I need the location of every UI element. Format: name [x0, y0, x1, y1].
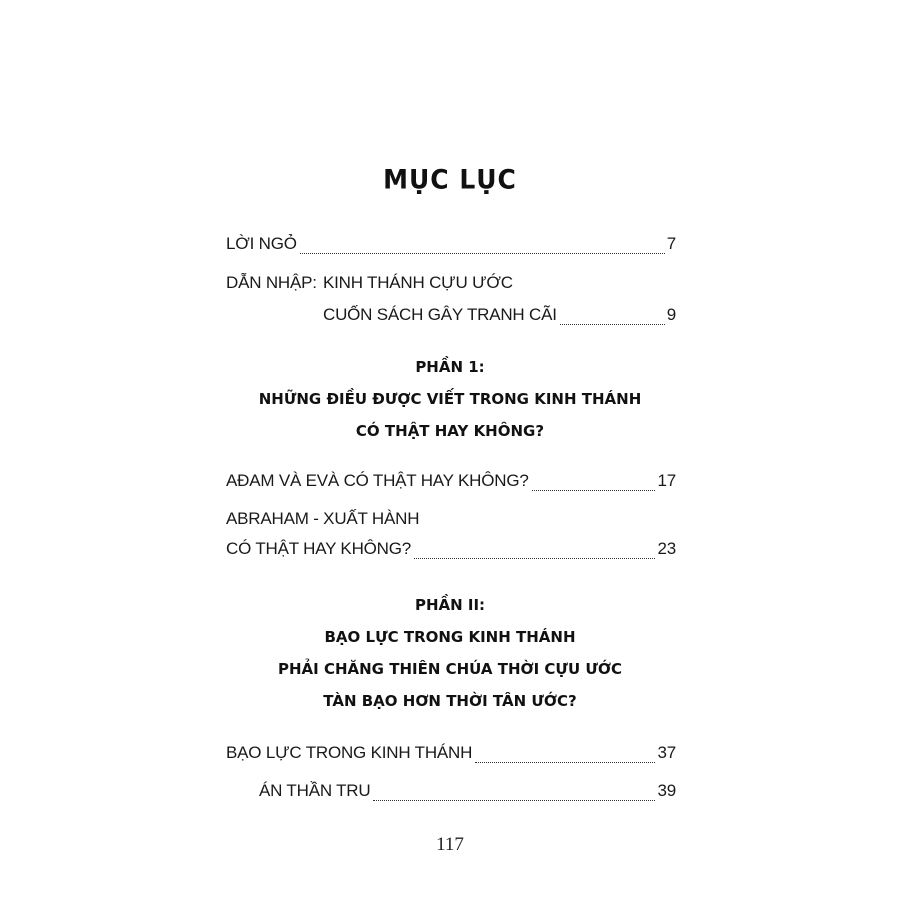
page-number: 117: [436, 834, 464, 855]
dot-leader: [300, 252, 665, 254]
part1-heading: PHẦN 1:: [415, 358, 485, 376]
toc-entry-page: 39: [657, 781, 676, 800]
part2-heading: PHẦN II:: [414, 596, 486, 614]
toc-entry-page: 7: [666, 234, 676, 253]
toc-title: MỤC LỤC: [383, 164, 517, 195]
toc-entry-abraham-line1: ABRAHAM - XUẤT HÀNH: [226, 509, 420, 528]
dot-leader: [532, 489, 656, 491]
toc-entry-abraham: [226, 539, 676, 563]
toc-entry-dan-nhap: [323, 305, 676, 329]
part2-title-line3: TÀN BẠO HƠN THỜI TÂN ƯỚC?: [323, 692, 577, 710]
toc-entry-page: 37: [657, 743, 676, 762]
part1-title-line2: CÓ THẬT HAY KHÔNG?: [355, 422, 545, 440]
toc-entry-label: AĐAM VÀ EVÀ CÓ THẬT HAY KHÔNG?: [226, 471, 529, 490]
toc-entry-label: CÓ THẬT HAY KHÔNG?: [226, 539, 412, 558]
toc-entry-page: 9: [666, 305, 676, 324]
toc-entry-label: CUỐN SÁCH GÂY TRANH CÃI: [323, 305, 557, 324]
toc-entry-dan-nhap-label: DẪN NHẬP:: [226, 273, 317, 292]
dot-leader: [475, 761, 655, 763]
part2-title-line2: PHẢI CHĂNG THIÊN CHÚA THỜI CỰU ƯỚC: [278, 660, 622, 678]
toc-entry-adam: [226, 471, 676, 495]
toc-entry-label: ÁN THẦN TRU: [259, 781, 371, 800]
toc-entry-page: 17: [657, 471, 676, 490]
toc-entry-page: 23: [657, 539, 676, 558]
part2-title-line1: BẠO LỰC TRONG KINH THÁNH: [324, 628, 576, 646]
toc-entry-label: LỜI NGỎ: [226, 234, 297, 253]
dot-leader: [560, 323, 665, 325]
dot-leader: [373, 799, 655, 801]
toc-entry-loi-ngo: [226, 234, 676, 258]
part1-title-line1: NHỮNG ĐIỀU ĐƯỢC VIẾT TRONG KINH THÁNH: [258, 390, 642, 408]
dot-leader: [414, 557, 655, 559]
toc-entry-label: BẠO LỰC TRONG KINH THÁNH: [226, 743, 473, 762]
toc-entry-bao-luc: [226, 743, 676, 767]
toc-entry-an-than-tru: [259, 781, 676, 805]
toc-entry-dan-nhap-line1: KINH THÁNH CỰU ƯỚC: [323, 273, 513, 292]
